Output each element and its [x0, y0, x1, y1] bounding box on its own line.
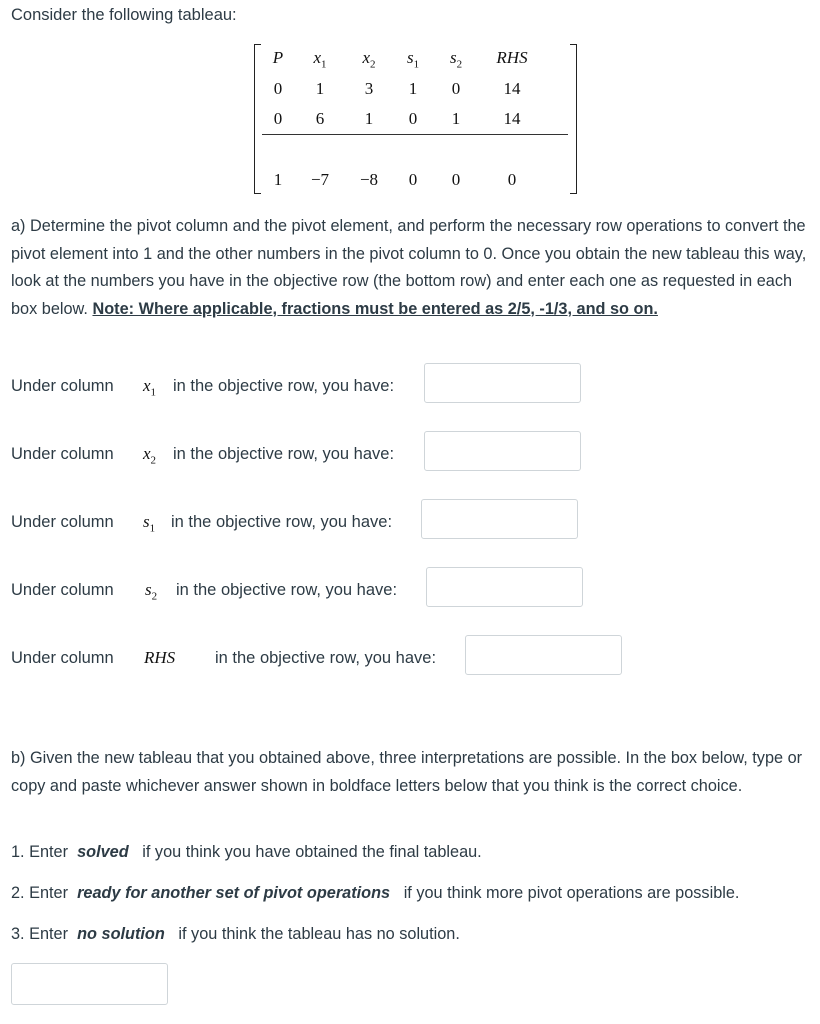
column-variable: $s_1$: [143, 512, 156, 535]
tableau-cell: 14: [503, 109, 521, 128]
x2-objective-input[interactable]: [424, 431, 581, 471]
part-b-instructions: b) Given the new tableau that you obtained above, three interpretations are possible. In the box below, type or copy and paste whichever answer shown in boldface letters below that you think is the correct choice.: [11, 749, 803, 795]
tableau-header-x2: $x_2$: [362, 48, 376, 71]
question-suffix: in the objective row, you have:: [173, 445, 395, 463]
tableau-header-s2: $s_2$: [449, 48, 463, 71]
option-2: 2. Enter ready for another set of pivot operations if you think more pivot operations are possible.: [11, 884, 740, 902]
tableau-cell: 0: [408, 109, 418, 128]
tableau-cell: 14: [503, 79, 521, 98]
tableau-cell: 0: [273, 109, 283, 128]
tableau-cell: 0: [273, 79, 283, 98]
tableau-cell: 1: [451, 109, 461, 128]
option-keyword: ready for another set of pivot operations: [77, 884, 391, 902]
tableau-header-x1: $x_1$: [313, 48, 327, 71]
tableau-right-bracket: [570, 44, 577, 194]
tableau-cell: 6: [315, 109, 325, 128]
tableau-cell: 1: [408, 79, 418, 98]
column-variable: RHS: [144, 648, 176, 667]
tableau-objective-cell: −7: [310, 170, 330, 189]
tableau-cell: 1: [364, 109, 374, 128]
question-suffix: in the objective row, you have:: [171, 513, 393, 531]
tableau-header-rhs: RHS: [496, 48, 528, 67]
tableau-separator-line: [262, 134, 568, 135]
question-prefix: Under column: [11, 513, 114, 531]
question-suffix: in the objective row, you have:: [176, 581, 398, 599]
tableau-cell: 1: [315, 79, 325, 98]
tableau-objective-cell: 0: [408, 170, 418, 189]
tableau-cell: 0: [451, 79, 461, 98]
question-prefix: Under column: [11, 581, 114, 599]
option-keyword: solved: [77, 843, 129, 861]
tableau-objective-cell: 0: [507, 170, 517, 189]
column-variable: $s_2$: [145, 580, 158, 603]
option-1: 1. Enter solved if you think you have obtained the final tableau.: [11, 843, 482, 861]
question-suffix: in the objective row, you have:: [173, 377, 395, 395]
tableau-cell: 3: [364, 79, 374, 98]
fraction-format-note: Note: Where applicable, fractions must be entered as 2/5, -1/3, and so on.: [92, 299, 658, 318]
column-variable: $x_2$: [143, 444, 157, 467]
tableau-objective-cell: −8: [359, 170, 379, 189]
tableau-objective-cell: 1: [273, 170, 283, 189]
rhs-objective-input[interactable]: [465, 635, 622, 675]
question-suffix: in the objective row, you have:: [215, 649, 437, 667]
question-prefix: Under column: [11, 649, 114, 667]
option-keyword: no solution: [77, 925, 165, 943]
option-3: 3. Enter no solution if you think the tableau has no solution.: [11, 925, 460, 943]
question-prefix: Under column: [11, 445, 114, 463]
question-prefix: Under column: [11, 377, 114, 395]
s2-objective-input[interactable]: [426, 567, 583, 607]
intro-text: Consider the following tableau:: [11, 6, 237, 24]
interpretation-answer-input[interactable]: [11, 963, 168, 1005]
x1-objective-input[interactable]: [424, 363, 581, 403]
column-variable: $x_1$: [143, 376, 157, 399]
tableau-header-s1: $s_1$: [406, 48, 420, 71]
s1-objective-input[interactable]: [421, 499, 578, 539]
tableau-header-p: P: [272, 48, 284, 67]
tableau-objective-cell: 0: [451, 170, 461, 189]
part-a-instructions: a) Determine the pivot column and the pivot element, and perform the necessary row operations to convert the pivot element into 1 and the other numbers in the pivot column to 0. Once you obtain the new tableau this way, look at the numbers you have in the objective row (the bottom row) and enter each one as requested in each box below. Note: Where applicable, fractions must be entered as 2/5, -1/3, and so on.: [11, 217, 807, 318]
